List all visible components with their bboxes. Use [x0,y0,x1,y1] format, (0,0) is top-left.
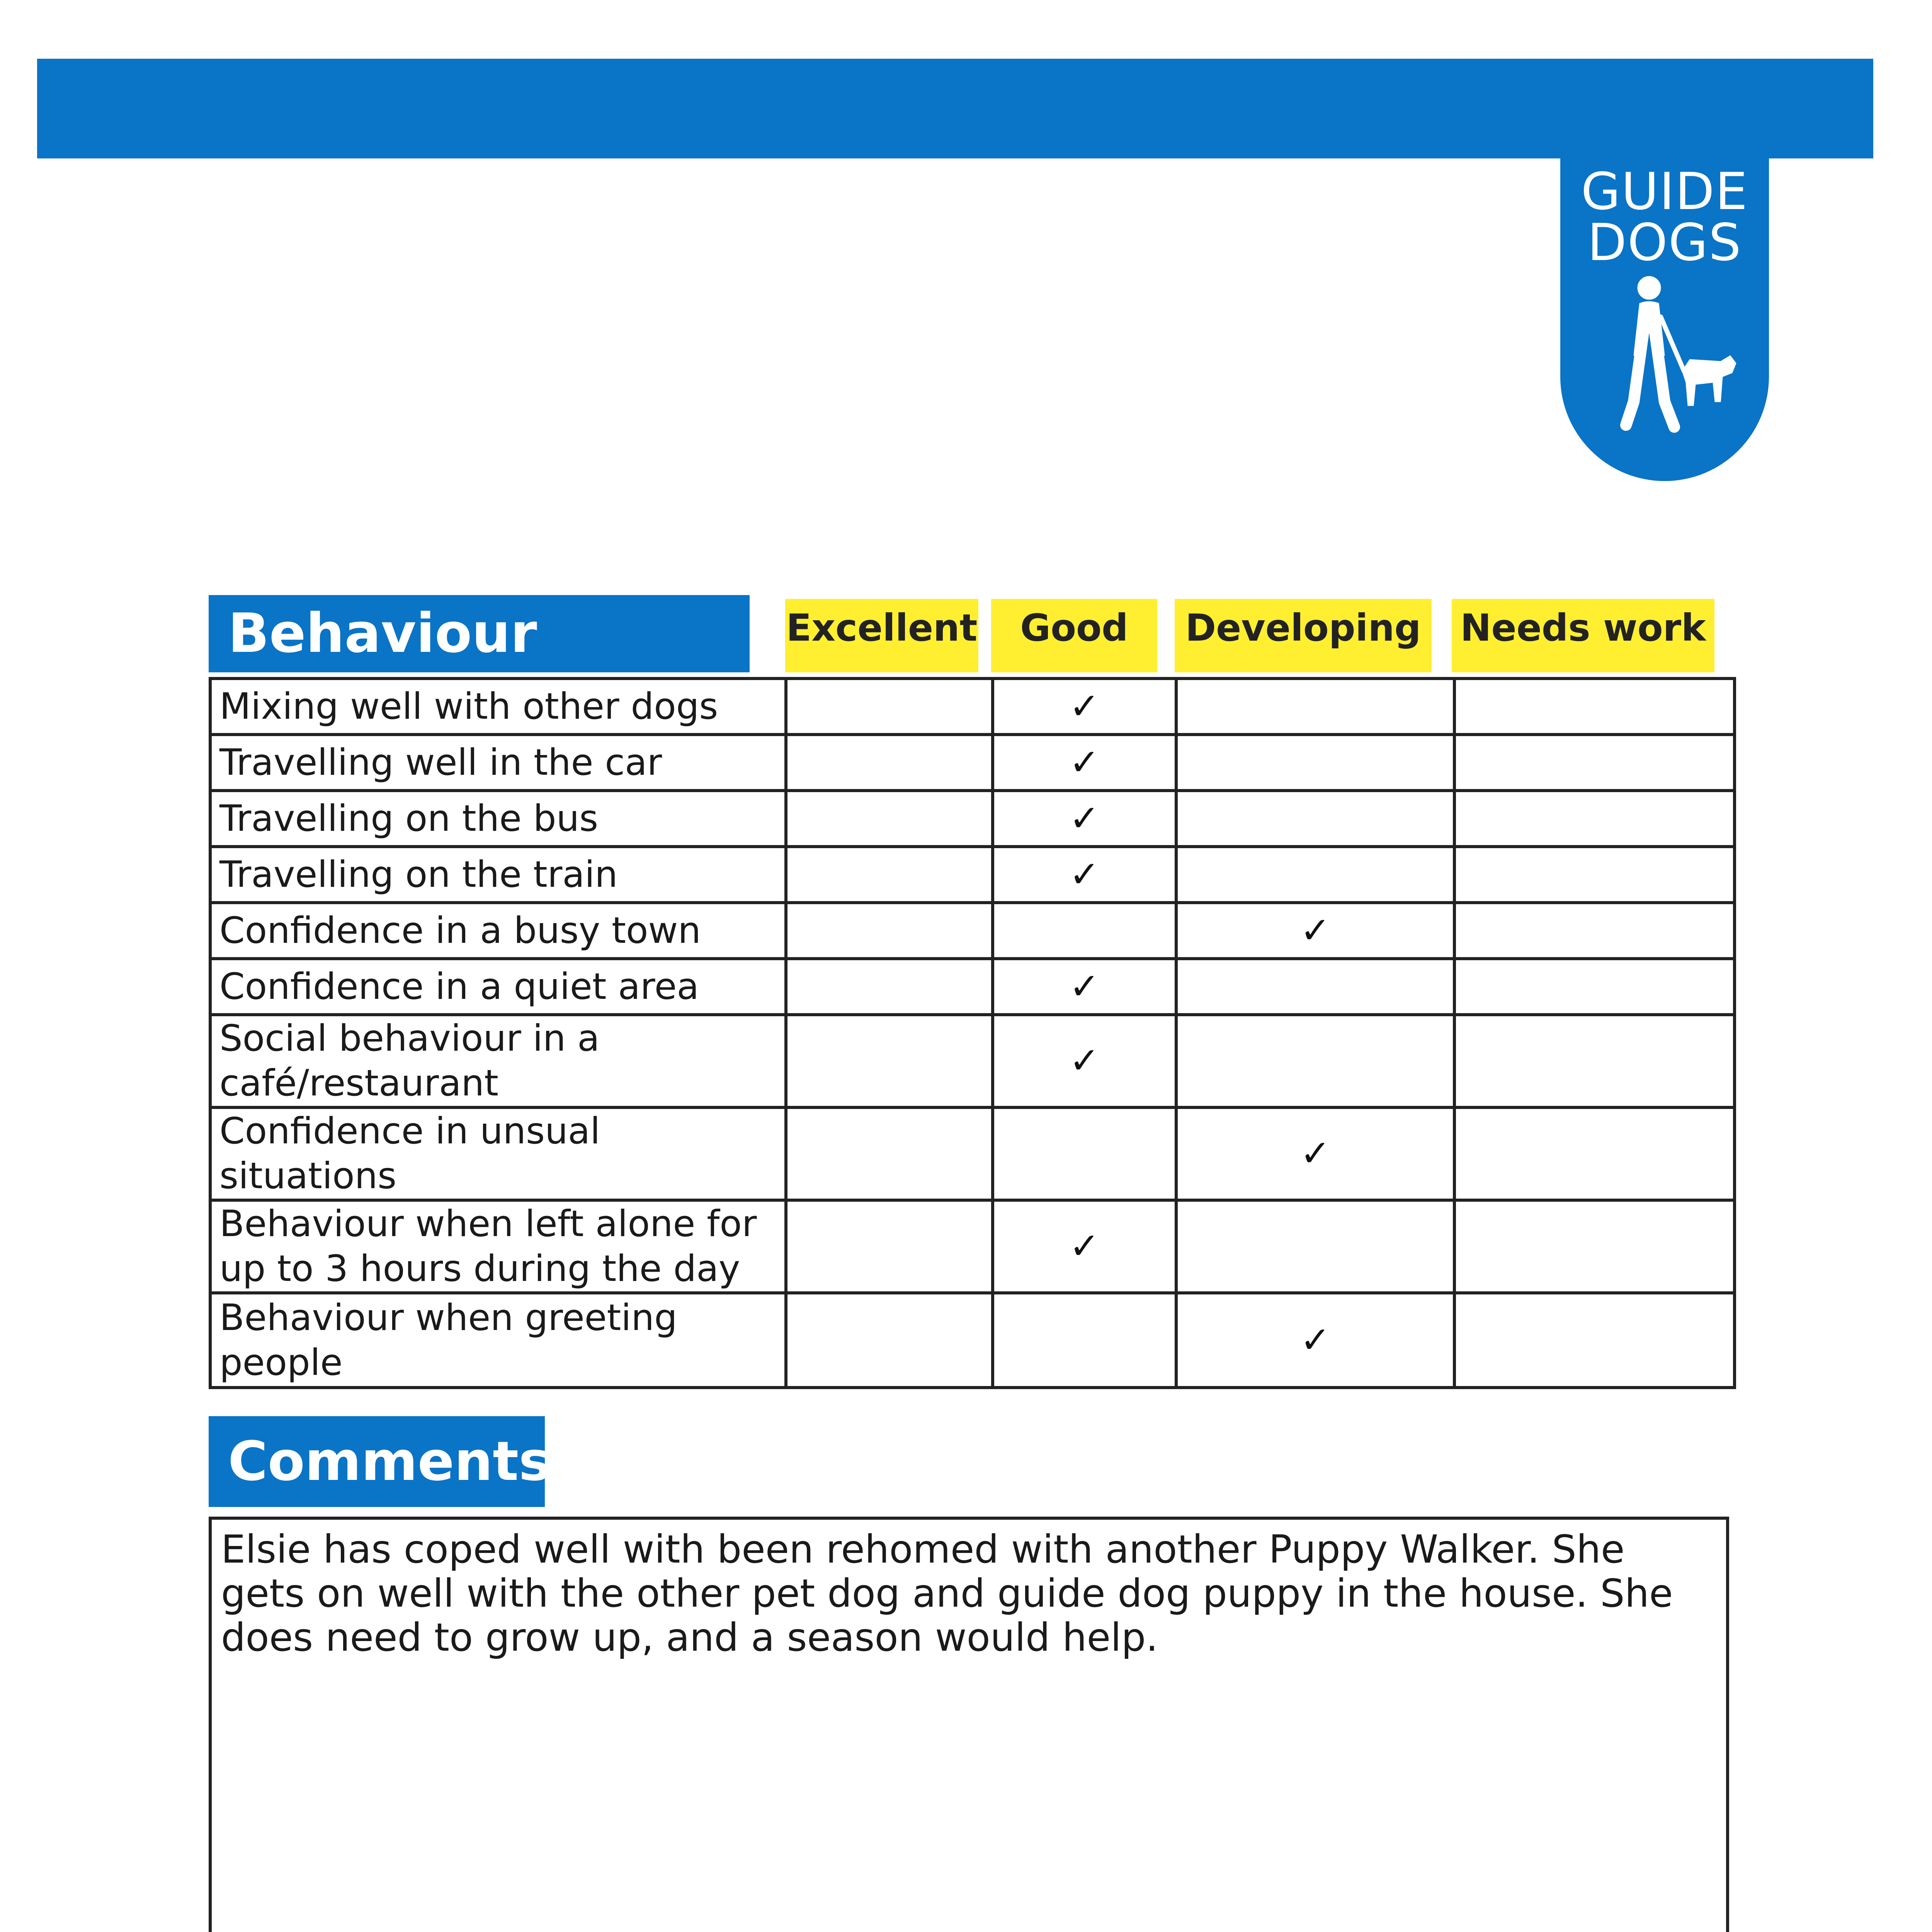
rating-cell-good [993,791,1176,847]
rating-cell-needs-work [1454,1200,1735,1293]
behaviour-label: Confidence in a quiet area [210,959,786,1015]
rating-cell-developing [1176,959,1454,1015]
behaviour-row [210,679,1735,735]
rating-cell-needs-work [1454,1107,1735,1200]
tick-icon: ✓ [1069,965,1100,1008]
rating-cell-good [993,847,1176,903]
comments-box [209,1517,1729,1932]
tick-icon: ✓ [1300,909,1331,952]
rating-cell-excellent [786,679,993,735]
rating-cell-good [993,1107,1176,1200]
tick-icon: ✓ [1069,797,1100,840]
rating-cell-needs-work [1454,903,1735,959]
top-banner [37,59,1873,158]
behaviour-row [210,791,1735,847]
rating-cell-good [993,735,1176,791]
guide-dogs-logo [1560,158,1769,481]
rating-cell-excellent [786,1200,993,1293]
rating-cell-excellent [786,735,993,791]
behaviour-label: Travelling on the bus [210,791,786,847]
rating-header-developing: Developing [1175,599,1432,672]
tick-icon: ✓ [1069,1040,1100,1082]
comments-section-title: Comments [209,1416,545,1507]
behaviour-label: Confidence in a busy town [210,903,786,959]
rating-cell-needs-work [1454,1015,1735,1107]
behaviour-row [210,735,1735,791]
rating-header-good: Good [991,599,1157,672]
behaviour-table [209,677,1736,1389]
guide-dog-person-icon [1607,274,1738,460]
behaviour-row [210,847,1735,903]
rating-cell-needs-work [1454,791,1735,847]
behaviour-row [210,1015,1735,1107]
rating-cell-developing [1176,679,1454,735]
logo-line-2: DOGS [1587,213,1742,272]
behaviour-label: Travelling on the train [210,847,786,903]
rating-cell-developing [1176,847,1454,903]
tick-icon: ✓ [1069,853,1100,896]
rating-cell-developing [1176,1200,1454,1293]
rating-cell-good [993,959,1176,1015]
behaviour-label: Confidence in unsual situations [210,1107,786,1200]
behaviour-row [210,1107,1735,1200]
rating-cell-good [993,903,1176,959]
rating-cell-excellent [786,959,993,1015]
rating-cell-developing [1176,1015,1454,1107]
rating-cell-developing [1176,1107,1454,1200]
rating-cell-developing [1176,1293,1454,1388]
rating-cell-excellent [786,847,993,903]
rating-cell-excellent [786,903,993,959]
behaviour-row [210,1293,1735,1388]
behaviour-row [210,1200,1735,1293]
behaviour-label: Mixing well with other dogs [210,679,786,735]
rating-header-excellent: Excellent [785,599,978,672]
logo-wordmark [1560,162,1769,272]
rating-cell-good [993,1200,1176,1293]
rating-cell-good [993,679,1176,735]
rating-cell-developing [1176,903,1454,959]
behaviour-label: Behaviour when greeting people [210,1293,786,1388]
rating-cell-excellent [786,1107,993,1200]
tick-icon: ✓ [1069,1225,1100,1267]
comments-text: Elsie has coped well with been rehomed with another Puppy Walker. She gets on well with the other pet dog and guide dog puppy in the house. She does need to grow up, and a season would help. [221,1527,1673,1660]
rating-cell-good [993,1293,1176,1388]
behaviour-row [210,959,1735,1015]
rating-cell-needs-work [1454,847,1735,903]
tick-icon: ✓ [1300,1319,1331,1361]
behaviour-label: Travelling well in the car [210,735,786,791]
rating-cell-developing [1176,735,1454,791]
behaviour-label: Behaviour when left alone for up to 3 hours during the day [210,1200,786,1293]
logo-line-1: GUIDE [1581,162,1748,221]
rating-header-needs-work: Needs work [1452,599,1714,672]
behaviour-section-title: Behaviour [209,595,750,672]
tick-icon: ✓ [1300,1133,1331,1175]
rating-cell-needs-work [1454,959,1735,1015]
rating-cell-excellent [786,791,993,847]
behaviour-row [210,903,1735,959]
behaviour-label: Social behaviour in a café/restaurant [210,1015,786,1107]
rating-cell-excellent [786,1293,993,1388]
tick-icon: ✓ [1069,685,1100,728]
rating-cell-needs-work [1454,735,1735,791]
rating-cell-good [993,1015,1176,1107]
rating-cell-developing [1176,791,1454,847]
rating-cell-needs-work [1454,679,1735,735]
tick-icon: ✓ [1069,741,1100,784]
rating-cell-needs-work [1454,1293,1735,1388]
rating-cell-excellent [786,1015,993,1107]
